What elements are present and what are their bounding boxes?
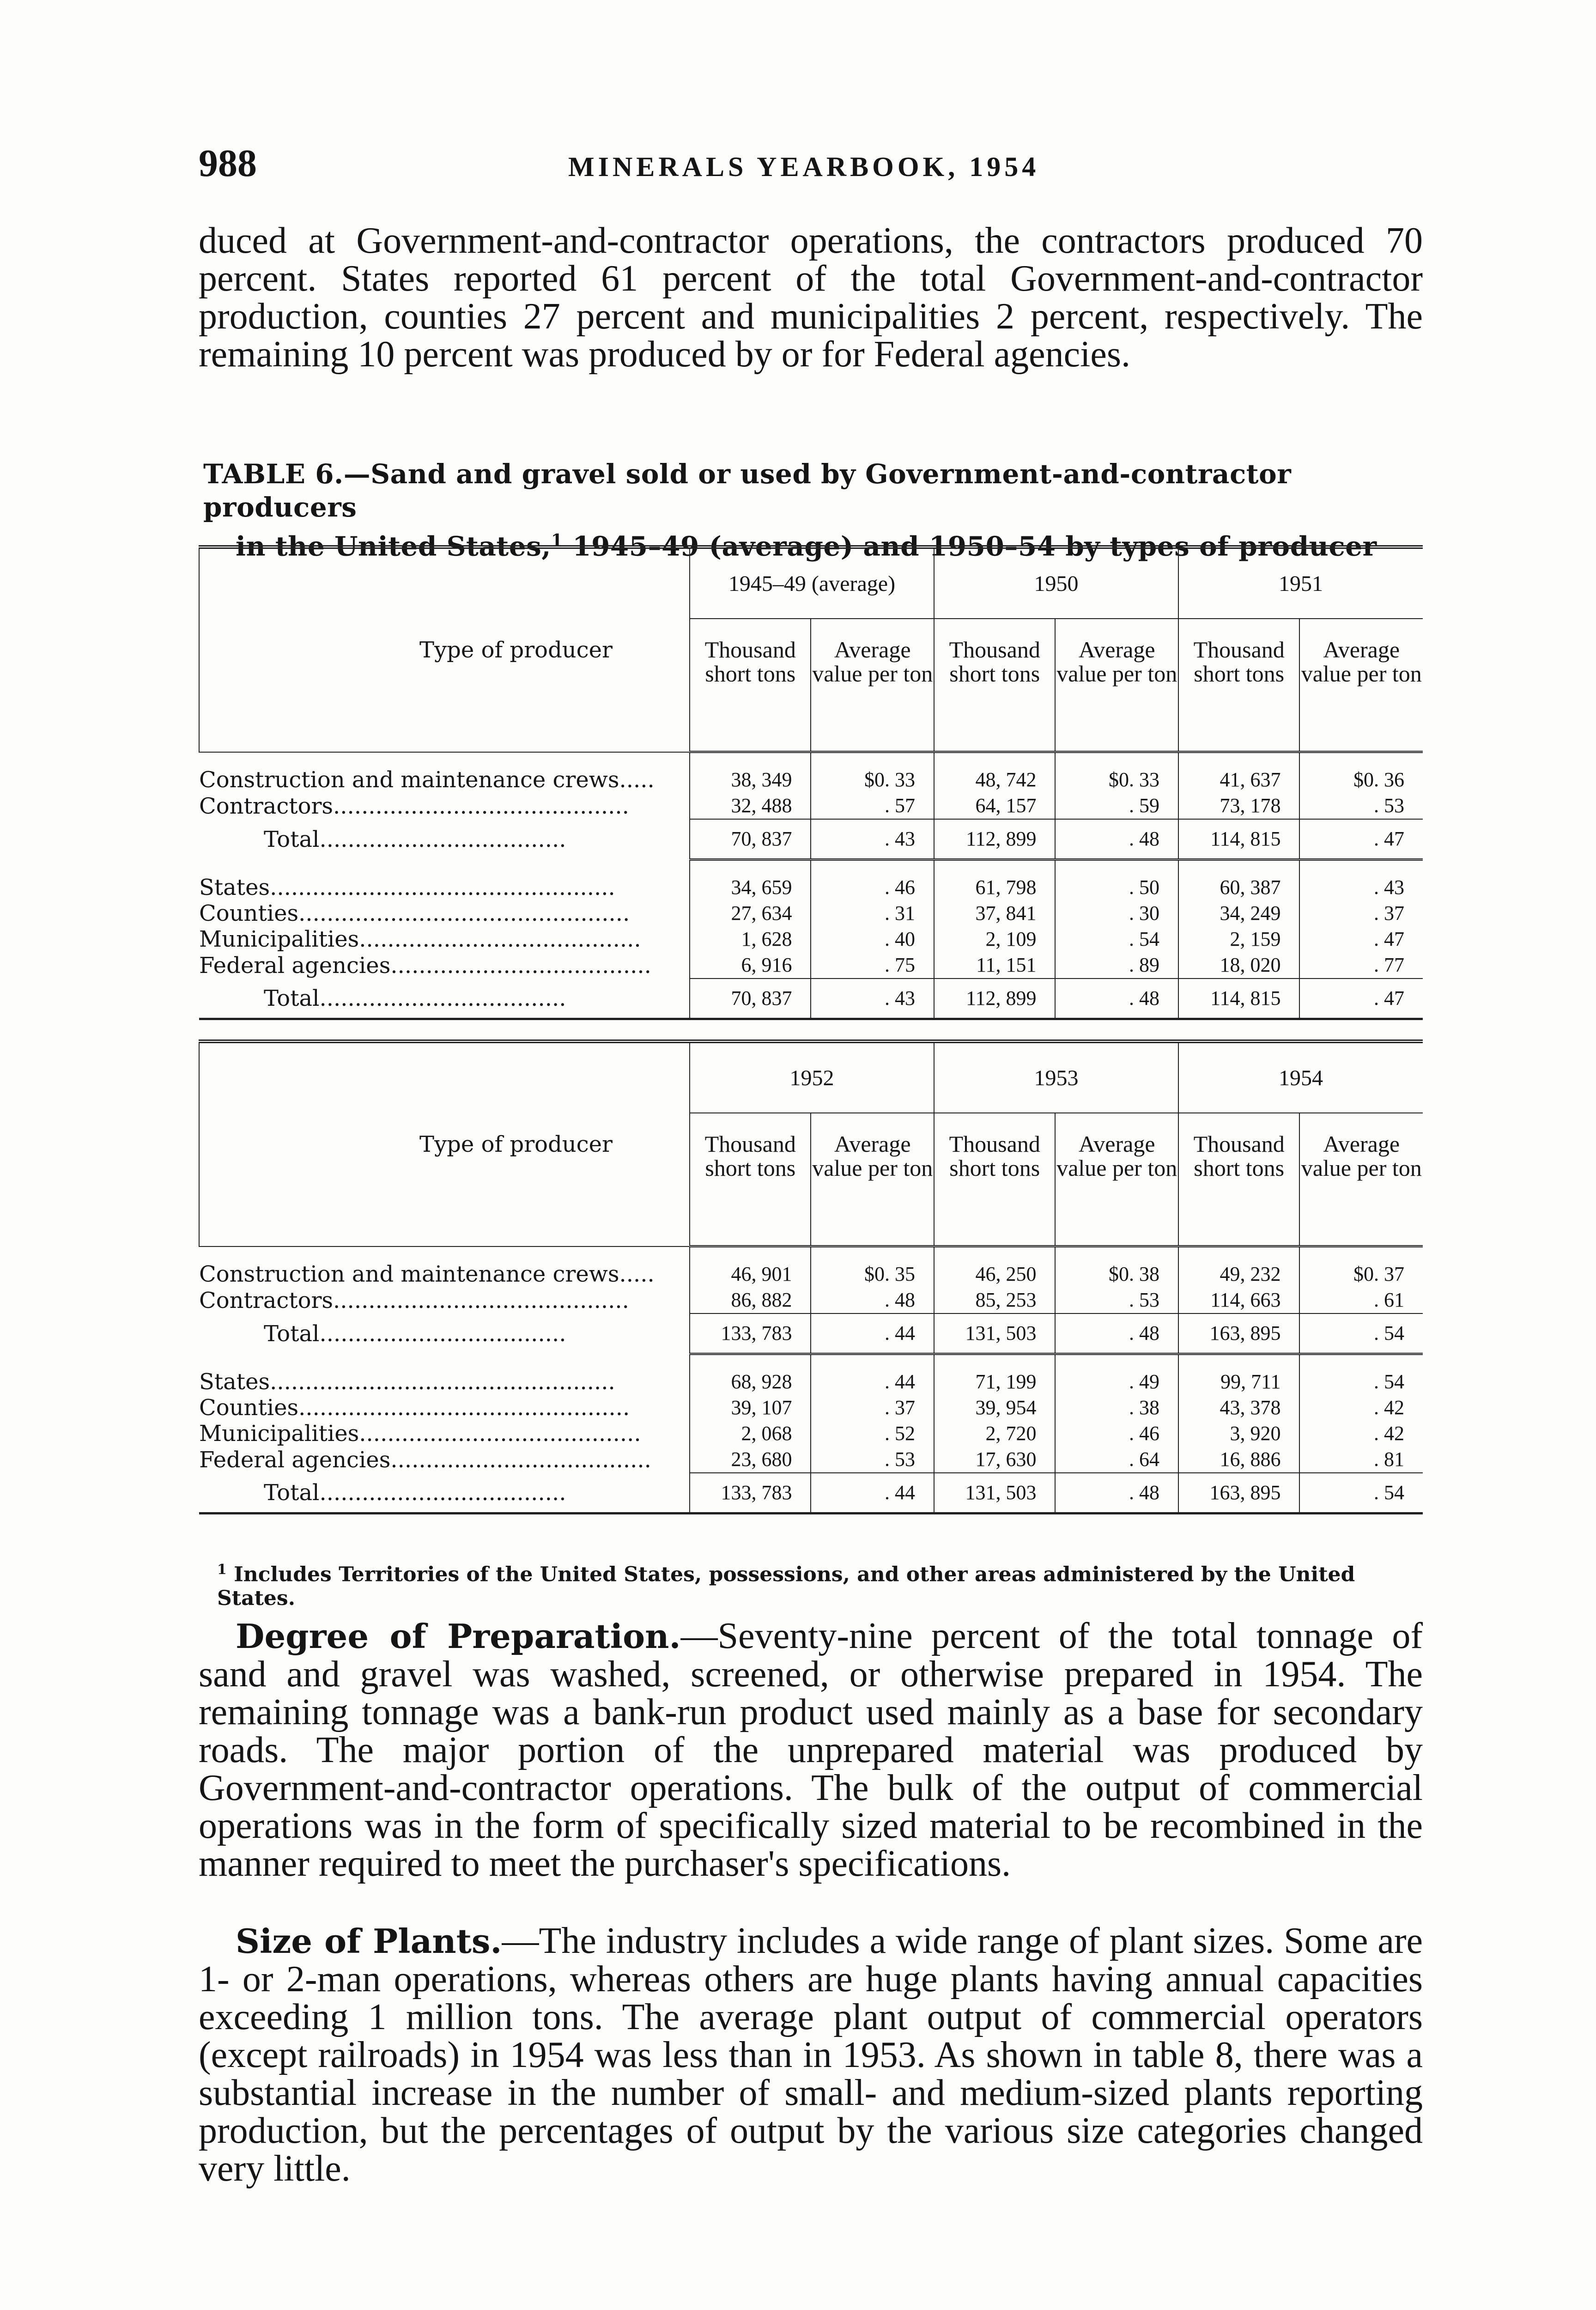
cell: 38, 349 <box>690 767 811 793</box>
cell: 49, 232 <box>1178 1261 1299 1287</box>
cell: . 43 <box>811 819 934 860</box>
cell: 70, 837 <box>690 819 811 860</box>
tons-subheader: Thousand short tons <box>690 619 811 752</box>
cell: 16, 886 <box>1178 1447 1299 1473</box>
cell: 73, 178 <box>1178 793 1299 819</box>
caption-footnote-ref: 1 <box>551 531 563 550</box>
degree-of-preparation-paragraph <box>199 1617 1423 1883</box>
caption-line-2a: in the United States, <box>236 530 551 562</box>
table-row <box>199 767 1423 793</box>
cell: . 47 <box>1299 979 1423 1019</box>
tons-subheader: Thousand short tons <box>934 619 1055 752</box>
row-label: Total................................... <box>264 1320 566 1347</box>
cell: . 77 <box>1299 952 1423 979</box>
cell: 23, 680 <box>690 1447 811 1473</box>
cell: 86, 882 <box>690 1287 811 1313</box>
cell: 46, 901 <box>690 1261 811 1287</box>
cell: . 53 <box>811 1447 934 1473</box>
row-label: Total................................... <box>199 979 690 1019</box>
cell: 2, 109 <box>934 926 1055 952</box>
row-label: Construction and maintenance crews..... <box>199 767 655 793</box>
cell: . 38 <box>1055 1395 1178 1421</box>
type-of-producer-header: Type of producer <box>199 547 690 752</box>
cell: . 48 <box>1055 819 1178 860</box>
cell: . 42 <box>1299 1421 1423 1447</box>
cell: 34, 659 <box>690 875 811 900</box>
value-subheader: Average value per ton <box>811 619 934 752</box>
row-label: Counties............................................... <box>199 1395 630 1421</box>
cell: . 52 <box>811 1421 934 1447</box>
cell: 133, 783 <box>690 1313 811 1354</box>
cell: 133, 783 <box>690 1473 811 1514</box>
table-row <box>199 1287 1423 1313</box>
cell: 131, 503 <box>934 1313 1055 1354</box>
total-row <box>199 1473 1423 1514</box>
cell: 61, 798 <box>934 875 1055 900</box>
row-label: Construction and maintenance crews..... <box>199 1261 655 1287</box>
cell: 3, 920 <box>1178 1421 1299 1447</box>
table-footnote <box>217 1562 1427 1610</box>
intro-paragraph: duced at Government-and-contractor operations, the contractors produced 70 percent. States reported 61 percent of the total Government-and-contractor production, counties 27 percent and municipalities 2 percent, respectively. The remaining 10 percent was produced by or for Federal agencies. <box>199 220 1423 375</box>
cell: . 30 <box>1055 900 1178 926</box>
cell: . 37 <box>1299 900 1423 926</box>
caption-line-1: —Sand and gravel sold or used by Government-and-contractor producers <box>203 458 1292 523</box>
cell: . 44 <box>811 1369 934 1395</box>
cell: . 46 <box>1055 1421 1178 1447</box>
cell: 131, 503 <box>934 1473 1055 1514</box>
cell: . 57 <box>811 793 934 819</box>
cell: 39, 107 <box>690 1395 811 1421</box>
cell: 85, 253 <box>934 1287 1055 1313</box>
cell: 39, 954 <box>934 1395 1055 1421</box>
row-label: States................................................. <box>199 1369 615 1395</box>
cell: 2, 159 <box>1178 926 1299 952</box>
cell: 1, 628 <box>690 926 811 952</box>
cell: 6, 916 <box>690 952 811 979</box>
table-row <box>199 926 1423 952</box>
total-row <box>199 979 1423 1019</box>
cell: . 47 <box>1299 926 1423 952</box>
tons-subheader: Thousand short tons <box>1178 619 1299 752</box>
cell: 27, 634 <box>690 900 811 926</box>
cell: 99, 711 <box>1178 1369 1299 1395</box>
cell: 11, 151 <box>934 952 1055 979</box>
cell: . 48 <box>811 1287 934 1313</box>
caption-label: TABLE 6. <box>203 458 344 490</box>
row-label: Federal agencies..................................... <box>199 1447 651 1473</box>
year-header: 1951 <box>1178 547 1423 619</box>
row-label: Municipalities........................................ <box>199 926 641 952</box>
cell: 114, 663 <box>1178 1287 1299 1313</box>
row-label: States................................................. <box>199 875 615 900</box>
cell: . 49 <box>1055 1369 1178 1395</box>
table-row <box>199 1447 1423 1473</box>
degree-text: —Seventy-nine percent of the total tonnage of sand and gravel was washed, screened, or otherwise prepared in 1954. The remaining tonnage was a bank-run product used mainly as a base for secondary roads. The major portion of the unprepared material was produced by Government-and-contractor operations. The bulk of the output of commercial operations was in the form of specifically sized material to be recombined in the manner required to meet the purchaser's specifications. <box>199 1616 1423 1884</box>
table-row <box>199 1369 1423 1395</box>
cell: . 53 <box>1299 793 1423 819</box>
table-row <box>199 1261 1423 1287</box>
size-of-plants-paragraph <box>199 1922 1423 2188</box>
value-subheader: Average value per ton <box>1055 1113 1178 1246</box>
cell: . 44 <box>811 1313 934 1354</box>
cell: . 53 <box>1055 1287 1178 1313</box>
value-subheader: Average value per ton <box>1055 619 1178 752</box>
cell: 34, 249 <box>1178 900 1299 926</box>
cell: . 54 <box>1299 1473 1423 1514</box>
year-header: 1952 <box>690 1041 934 1113</box>
page-header <box>199 141 1423 192</box>
row-label: Contractors.......................................... <box>199 1287 629 1313</box>
degree-heading: Degree of Preparation. <box>236 1617 681 1656</box>
cell: . 75 <box>811 952 934 979</box>
cell: 71, 199 <box>934 1369 1055 1395</box>
size-heading: Size of Plants. <box>236 1921 502 1961</box>
cell: 43, 378 <box>1178 1395 1299 1421</box>
cell: 48, 742 <box>934 767 1055 793</box>
cell: 17, 630 <box>934 1447 1055 1473</box>
cell: $0. 37 <box>1299 1261 1423 1287</box>
cell: $0. 38 <box>1055 1261 1178 1287</box>
tons-subheader: Thousand short tons <box>690 1113 811 1246</box>
running-title: MINERALS YEARBOOK, 1954 <box>568 152 1040 182</box>
value-subheader: Average value per ton <box>1299 1113 1423 1246</box>
row-label: Total................................... <box>199 1473 690 1514</box>
total-row <box>199 1313 1423 1354</box>
row-label: Municipalities........................................ <box>199 1421 641 1447</box>
cell: 37, 841 <box>934 900 1055 926</box>
year-header: 1954 <box>1178 1041 1423 1113</box>
year-header: 1950 <box>934 547 1178 619</box>
year-header: 1953 <box>934 1041 1178 1113</box>
table-part-2 <box>199 1040 1423 1514</box>
cell: . 31 <box>811 900 934 926</box>
table-row <box>199 875 1423 900</box>
row-label: Total................................... <box>264 826 566 852</box>
table-row <box>199 952 1423 979</box>
footnote-text: Includes Territories of the United States, possessions, and other areas administered by the United States. <box>217 1562 1355 1610</box>
cell: . 54 <box>1055 926 1178 952</box>
cell: 18, 020 <box>1178 952 1299 979</box>
cell: . 46 <box>811 875 934 900</box>
tons-subheader: Thousand short tons <box>934 1113 1055 1246</box>
cell: 68, 928 <box>690 1369 811 1395</box>
cell: . 89 <box>1055 952 1178 979</box>
cell: 163, 895 <box>1178 1473 1299 1514</box>
cell: $0. 33 <box>811 767 934 793</box>
cell: . 50 <box>1055 875 1178 900</box>
footnote-mark: 1 <box>217 1562 227 1578</box>
cell: . 47 <box>1299 819 1423 860</box>
value-subheader: Average value per ton <box>811 1113 934 1246</box>
cell: $0. 35 <box>811 1261 934 1287</box>
cell: 114, 815 <box>1178 979 1299 1019</box>
year-header: 1945–49 (average) <box>690 547 934 619</box>
total-row <box>199 819 1423 860</box>
table-row <box>199 793 1423 819</box>
table-row <box>199 1421 1423 1447</box>
cell: 2, 720 <box>934 1421 1055 1447</box>
cell: . 43 <box>811 979 934 1019</box>
cell: . 48 <box>1055 979 1178 1019</box>
cell: . 61 <box>1299 1287 1423 1313</box>
cell: 60, 387 <box>1178 875 1299 900</box>
cell: $0. 33 <box>1055 767 1178 793</box>
cell: 70, 837 <box>690 979 811 1019</box>
cell: . 43 <box>1299 875 1423 900</box>
cell: . 59 <box>1055 793 1178 819</box>
table-row <box>199 1395 1423 1421</box>
cell: 112, 899 <box>934 979 1055 1019</box>
cell: . 42 <box>1299 1395 1423 1421</box>
cell: 163, 895 <box>1178 1313 1299 1354</box>
cell: 41, 637 <box>1178 767 1299 793</box>
cell: . 40 <box>811 926 934 952</box>
size-text: —The industry includes a wide range of plant sizes. Some are 1- or 2-man operations, whereas others are huge plants having annual capacities exceeding 1 million tons. The average plant output of commercial operators (except railroads) in 1954 was less than in 1953. As shown in table 8, there was a substantial increase in the number of small- and medium-sized plants reporting production, but the percentages of output by the various size categories changed very little. <box>199 1921 1423 2189</box>
cell: 2, 068 <box>690 1421 811 1447</box>
table-row <box>199 900 1423 926</box>
row-label: Counties............................................... <box>199 900 630 926</box>
cell: . 48 <box>1055 1313 1178 1354</box>
cell: $0. 36 <box>1299 767 1423 793</box>
value-subheader: Average value per ton <box>1299 619 1423 752</box>
cell: 114, 815 <box>1178 819 1299 860</box>
cell: . 44 <box>811 1473 934 1514</box>
cell: . 64 <box>1055 1447 1178 1473</box>
table-part-1 <box>199 545 1423 1020</box>
row-label: Contractors.......................................... <box>199 793 629 819</box>
row-label: Federal agencies..................................... <box>199 952 651 979</box>
cell: . 48 <box>1055 1473 1178 1514</box>
cell: . 37 <box>811 1395 934 1421</box>
cell: 112, 899 <box>934 819 1055 860</box>
cell: 32, 488 <box>690 793 811 819</box>
page-number: 988 <box>199 142 257 185</box>
cell: . 54 <box>1299 1313 1423 1354</box>
type-of-producer-header: Type of producer <box>199 1041 690 1246</box>
cell: . 81 <box>1299 1447 1423 1473</box>
cell: . 54 <box>1299 1369 1423 1395</box>
tons-subheader: Thousand short tons <box>1178 1113 1299 1246</box>
caption-line-2b: 1945–49 (average) and 1950–54 by types of producer <box>563 530 1377 562</box>
cell: 64, 157 <box>934 793 1055 819</box>
cell: 46, 250 <box>934 1261 1055 1287</box>
